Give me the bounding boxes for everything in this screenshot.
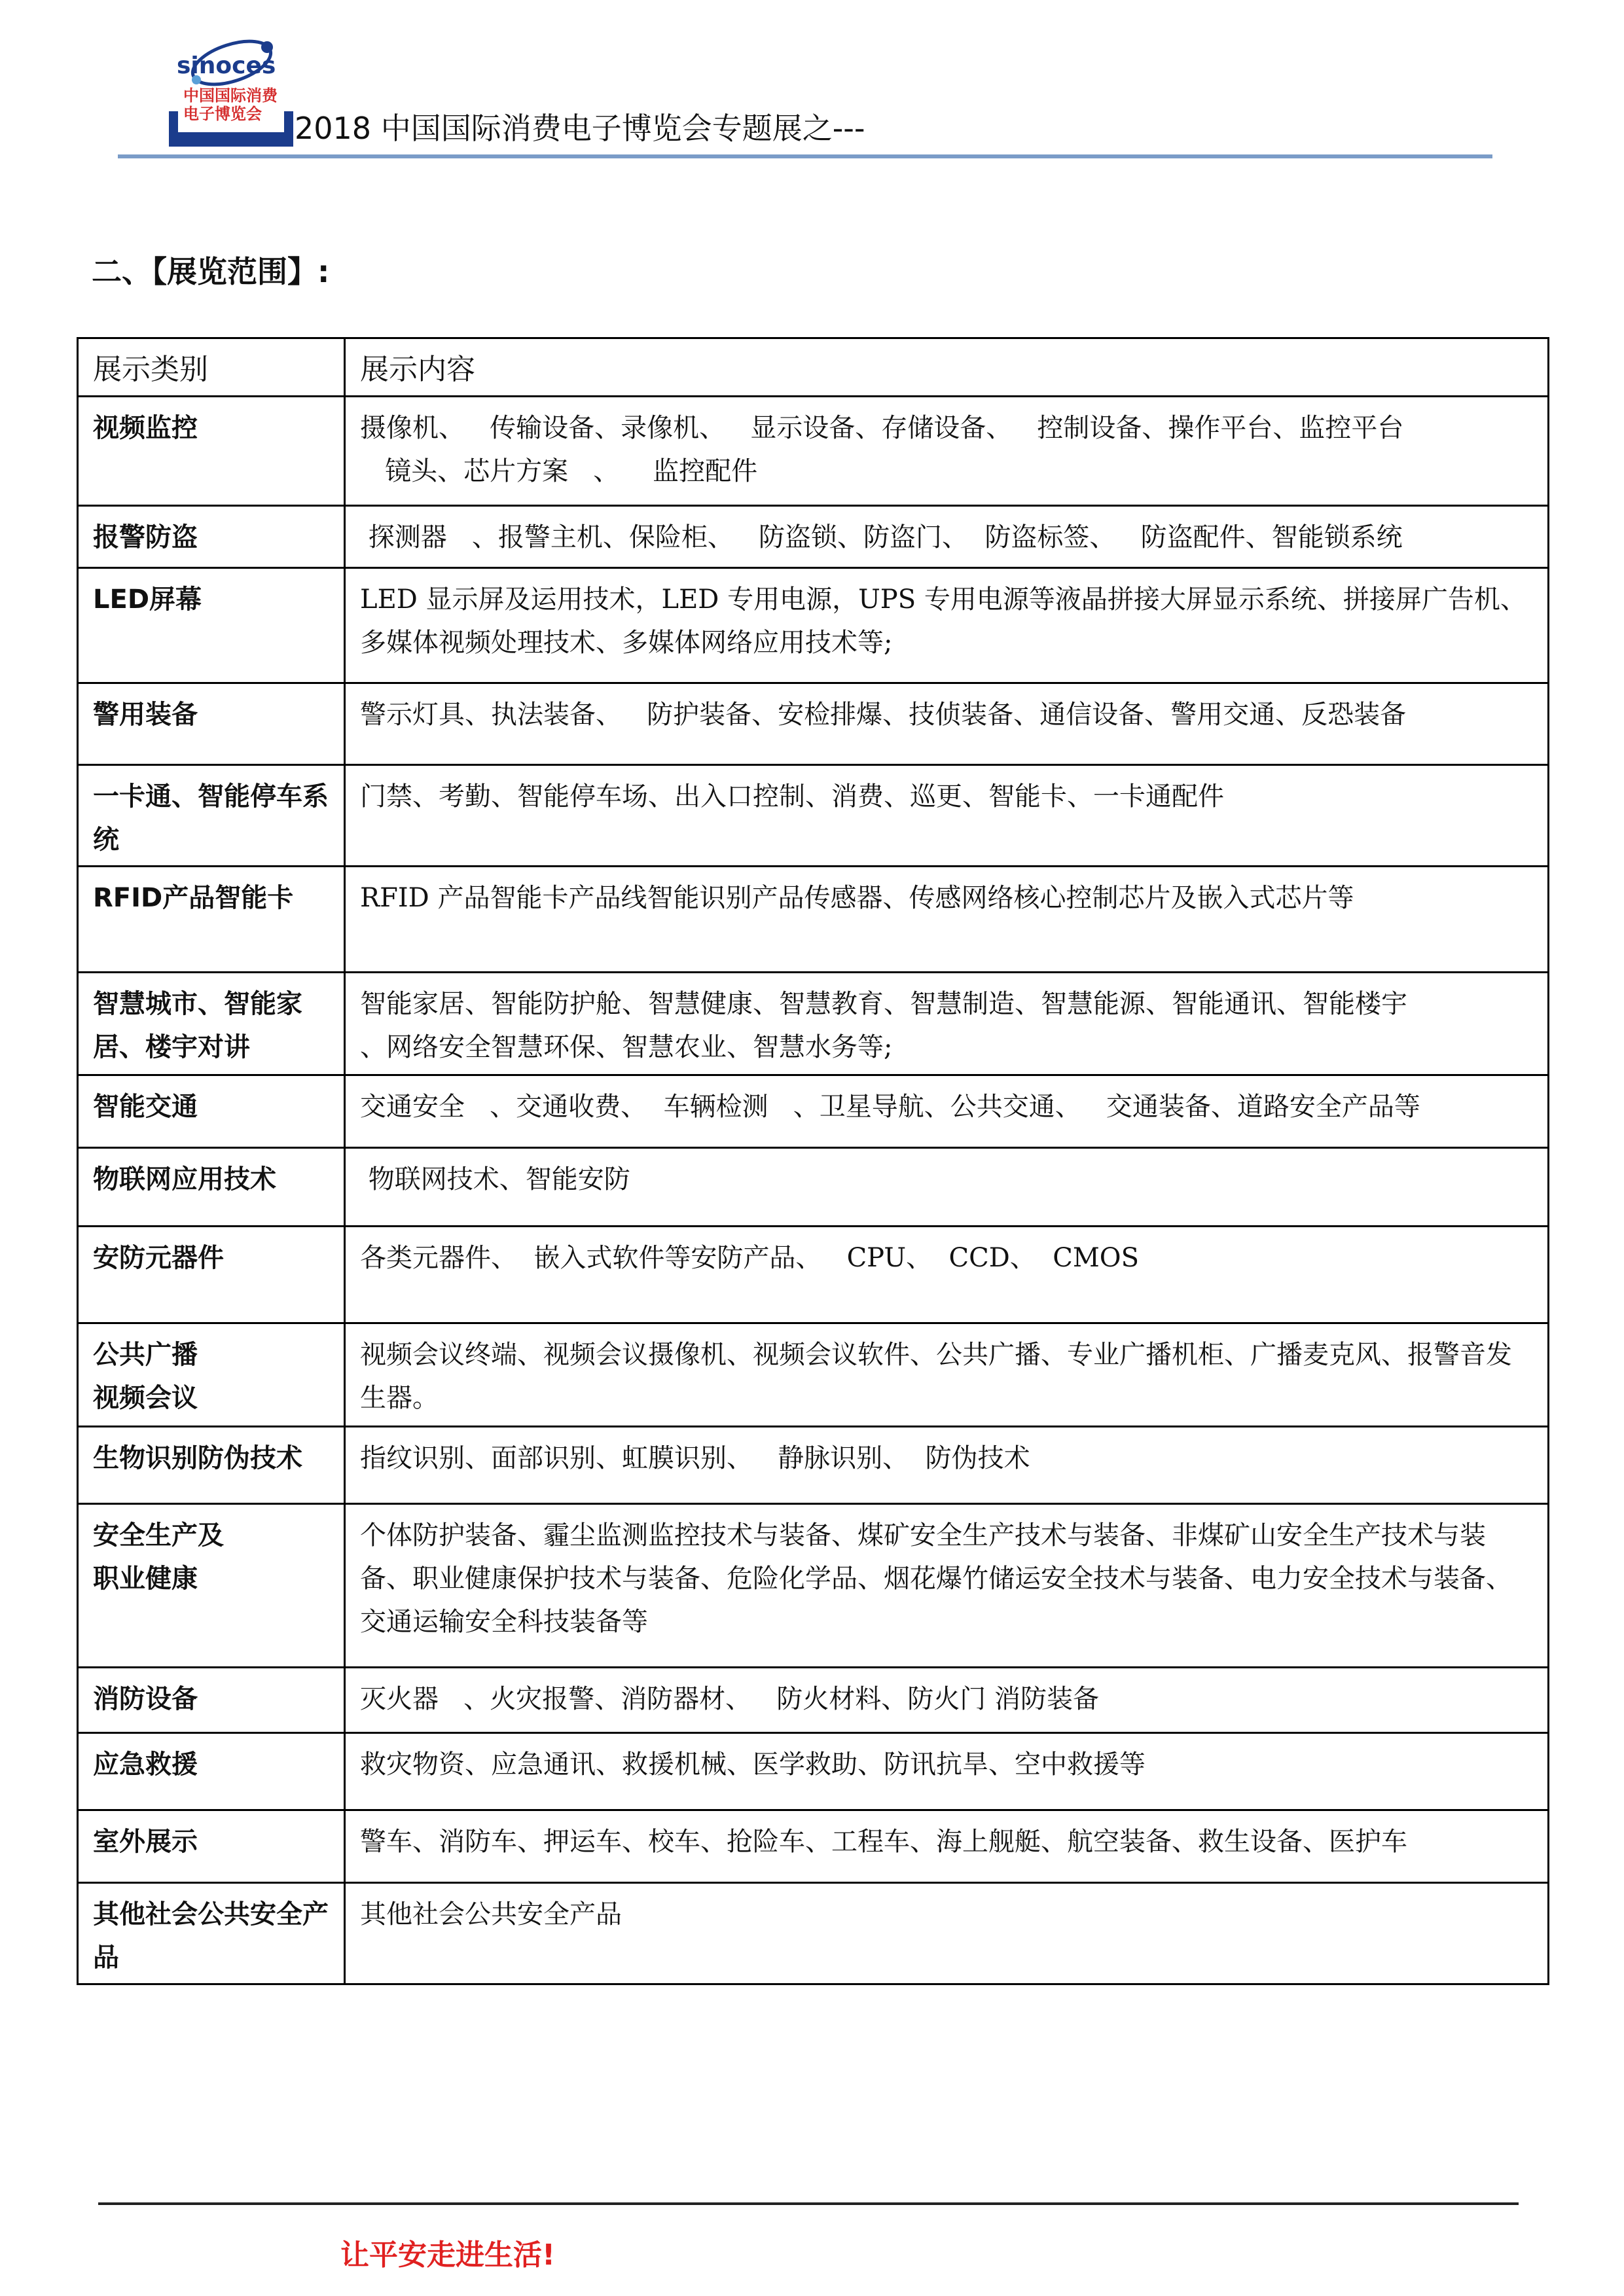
logo-subtext-2: 电子博览会 bbox=[183, 105, 262, 123]
category-cell bbox=[78, 1227, 345, 1323]
category-label: 室外展示 bbox=[93, 1827, 198, 1857]
table-row bbox=[78, 1148, 1549, 1227]
content-text: 救灾物资、应急通讯、救援机械、医学救助、防讯抗旱、空中救援等 bbox=[360, 1749, 1146, 1780]
sinoces-logo bbox=[169, 34, 293, 147]
content-text: LED 显示屏及运用技术，LED 专用电源，UPS 专用电源等液晶拼接大屏显示系统、拼接屏广告机、多媒体视频处理技术、多媒体网络应用技术等; bbox=[360, 584, 1526, 658]
table-body bbox=[78, 338, 1549, 1984]
header-category-label: 展示类别 bbox=[93, 353, 208, 386]
content-cell bbox=[345, 973, 1549, 1075]
category-label: 公共广播 视频会议 bbox=[93, 1340, 198, 1413]
logo-wordmark: sinocеs bbox=[177, 52, 276, 79]
category-cell bbox=[78, 506, 345, 568]
table-row bbox=[78, 867, 1549, 973]
content-text: 各类元器件、 嵌入式软件等安防产品、 CPU、 CCD、 CMOS bbox=[360, 1243, 1139, 1273]
section-heading: 二、【展览范围】: bbox=[92, 254, 330, 289]
category-cell bbox=[78, 867, 345, 973]
content-text: 其他社会公共安全产品 bbox=[360, 1899, 622, 1929]
category-label: 生物识别防伪技术 bbox=[93, 1443, 302, 1473]
content-cell bbox=[345, 1323, 1549, 1427]
category-label: 消防设备 bbox=[93, 1684, 198, 1714]
header-divider bbox=[118, 154, 1492, 158]
category-label: 视频监控 bbox=[93, 413, 198, 443]
category-label: RFID产品智能卡 bbox=[93, 883, 294, 913]
exhibition-scope-table bbox=[77, 337, 1549, 1985]
category-label: 一卡通、智能停车系统 bbox=[93, 781, 329, 855]
content-cell bbox=[345, 1227, 1549, 1323]
table-row bbox=[78, 1075, 1549, 1148]
table-row bbox=[78, 1883, 1549, 1984]
table-row bbox=[78, 397, 1549, 506]
table-row bbox=[78, 1733, 1549, 1810]
table-row bbox=[78, 1323, 1549, 1427]
category-cell bbox=[78, 1883, 345, 1984]
category-cell bbox=[78, 1148, 345, 1227]
content-cell bbox=[345, 1427, 1549, 1504]
content-cell bbox=[345, 765, 1549, 867]
content-cell bbox=[345, 506, 1549, 568]
category-cell bbox=[78, 973, 345, 1075]
table-row bbox=[78, 506, 1549, 568]
category-label: 应急救援 bbox=[93, 1749, 198, 1780]
content-text: RFID 产品智能卡产品线智能识别产品传感器、传感网络核心控制芯片及嵌入式芯片等 bbox=[360, 883, 1354, 913]
table-row bbox=[78, 1810, 1549, 1883]
content-cell bbox=[345, 1504, 1549, 1668]
content-cell bbox=[345, 1668, 1549, 1733]
category-cell bbox=[78, 1668, 345, 1733]
content-cell bbox=[345, 683, 1549, 765]
table-row bbox=[78, 1227, 1549, 1323]
content-text: 视频会议终端、视频会议摄像机、视频会议软件、公共广播、专业广播机柜、广播麦克风、报警音发生器。 bbox=[360, 1340, 1512, 1413]
table-header-row bbox=[78, 338, 1549, 397]
footer-tagline: 让平安走进生活! bbox=[340, 2238, 556, 2272]
content-text: 智能家居、智能防护舱、智慧健康、智慧教育、智慧制造、智慧能源、智能通讯、智能楼宇 、网络安全智慧环保、智慧农业、智慧水务等; bbox=[360, 989, 1407, 1062]
category-label: 智慧城市、智能家居、楼宇对讲 bbox=[93, 989, 302, 1062]
header-content-label: 展示内容 bbox=[360, 353, 475, 386]
category-label: 报警防盗 bbox=[93, 522, 198, 552]
category-label: 智能交通 bbox=[93, 1092, 198, 1122]
category-label: 警用装备 bbox=[93, 700, 198, 730]
content-text: 交通安全 、交通收费、 车辆检测 、卫星导航、公共交通、 交通装备、道路安全产品等 bbox=[360, 1092, 1420, 1122]
content-cell bbox=[345, 568, 1549, 683]
table-header-content bbox=[345, 338, 1549, 397]
content-cell bbox=[345, 1733, 1549, 1810]
category-cell bbox=[78, 1733, 345, 1810]
content-cell bbox=[345, 1148, 1549, 1227]
content-text: 个体防护装备、霾尘监测监控技术与装备、煤矿安全生产技术与装备、非煤矿山安全生产技术与装备、职业健康保护技术与装备、危险化学品、烟花爆竹储运安全技术与装备、电力安全技术与装备、交通运输安全科技装备等 bbox=[360, 1520, 1512, 1637]
category-cell bbox=[78, 1075, 345, 1148]
logo-subtext-1: 中国国际消费 bbox=[183, 86, 278, 105]
category-cell bbox=[78, 1504, 345, 1668]
sinoces-logo-graphic bbox=[169, 34, 293, 147]
content-text: 警示灯具、执法装备、 防护装备、安检排爆、技侦装备、通信设备、警用交通、反恐装备 bbox=[360, 700, 1407, 730]
content-cell bbox=[345, 1075, 1549, 1148]
content-text: 灭火器 、火灾报警、消防器材、 防火材料、防火门 消防装备 bbox=[360, 1684, 1100, 1714]
category-cell bbox=[78, 1810, 345, 1883]
category-label: 安全生产及 职业健康 bbox=[93, 1520, 224, 1594]
content-cell bbox=[345, 1810, 1549, 1883]
category-cell bbox=[78, 568, 345, 683]
category-cell bbox=[78, 397, 345, 506]
content-text: 指纹识别、面部识别、虹膜识别、 静脉识别、 防伪技术 bbox=[360, 1443, 1030, 1473]
category-label: 其他社会公共安全产品 bbox=[93, 1899, 329, 1973]
table-row bbox=[78, 683, 1549, 765]
category-cell bbox=[78, 1323, 345, 1427]
content-text: 门禁、考勤、智能停车场、出入口控制、消费、巡更、智能卡、一卡通配件 bbox=[360, 781, 1224, 812]
category-cell bbox=[78, 683, 345, 765]
category-cell bbox=[78, 765, 345, 867]
content-cell bbox=[345, 867, 1549, 973]
category-label: LED屏幕 bbox=[93, 584, 202, 615]
table-header-category bbox=[78, 338, 345, 397]
table-row bbox=[78, 568, 1549, 683]
content-text: 摄像机、 传输设备、录像机、 显示设备、存储设备、 控制设备、操作平台、监控平台 镜头、芯片方案 、 监控配件 bbox=[360, 413, 1404, 486]
table-row bbox=[78, 1668, 1549, 1733]
content-text: 警车、消防车、押运车、校车、抢险车、工程车、海上舰艇、航空装备、救生设备、医护车 bbox=[360, 1827, 1407, 1857]
table-row bbox=[78, 973, 1549, 1075]
table-row bbox=[78, 765, 1549, 867]
category-cell bbox=[78, 1427, 345, 1504]
table-row bbox=[78, 1504, 1549, 1668]
content-cell bbox=[345, 397, 1549, 506]
footer-divider bbox=[98, 2202, 1519, 2205]
header-title: 2018 中国国际消费电子博览会专题展之--- bbox=[295, 111, 865, 146]
category-label: 安防元器件 bbox=[93, 1243, 224, 1273]
category-label: 物联网应用技术 bbox=[93, 1164, 276, 1194]
table-row bbox=[78, 1427, 1549, 1504]
content-text: 探测器 、报警主机、保险柜、 防盗锁、防盗门、 防盗标签、 防盗配件、智能锁系统 bbox=[360, 522, 1403, 552]
content-cell bbox=[345, 1883, 1549, 1984]
content-text: 物联网技术、智能安防 bbox=[360, 1164, 630, 1194]
